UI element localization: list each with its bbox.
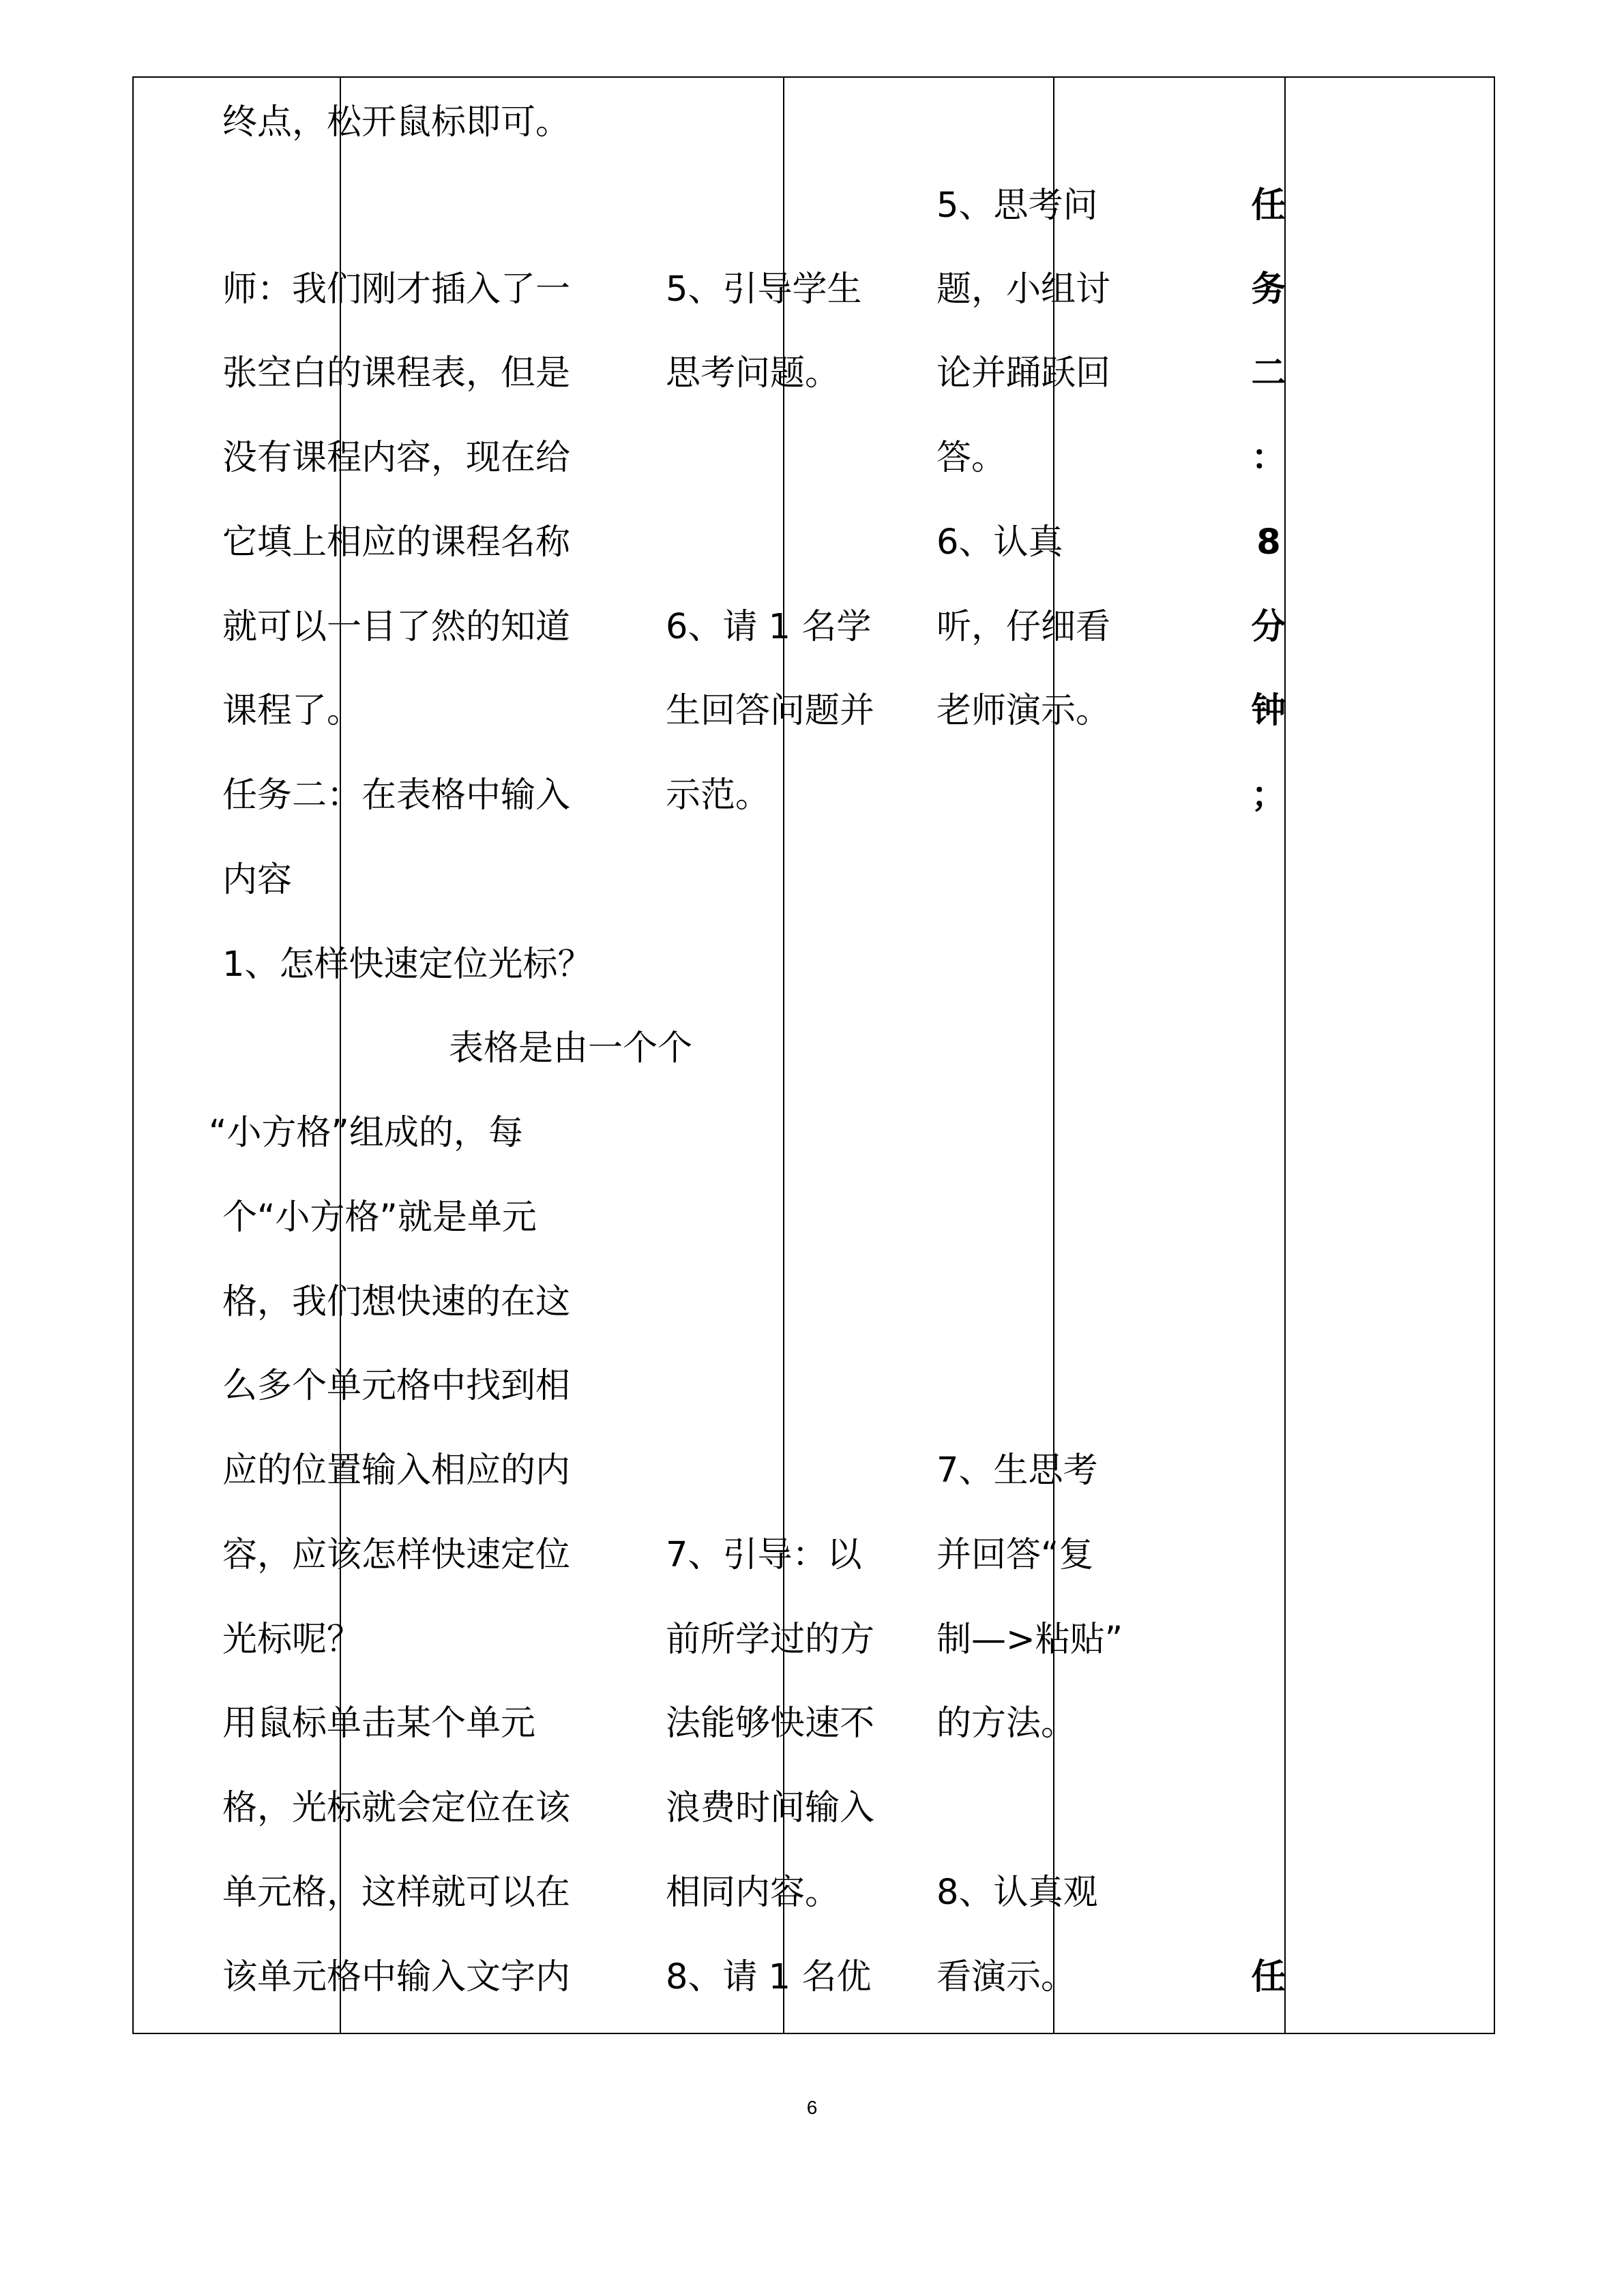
content-line: 格，光标就会定位在该: [222, 1788, 571, 1828]
teacher-activity-line: 前所学过的方: [666, 1620, 875, 1660]
student-activity-line: 的方法。: [936, 1703, 1076, 1744]
student-activity-line: 答。: [936, 438, 1007, 478]
content-line: 表格是由一个个: [449, 1028, 693, 1069]
content-line: “小方格”组成的，每: [209, 1113, 523, 1153]
student-activity-line: 6、认真: [936, 522, 1063, 563]
timing-char: 务: [1251, 269, 1286, 310]
content-line: 课程了。: [222, 691, 362, 731]
student-activity-line: 并回答“复: [936, 1535, 1094, 1575]
student-activity-line: 老师演示。: [936, 691, 1111, 731]
teacher-activity-line: 相同内容。: [666, 1873, 840, 1913]
content-line: 师：我们刚才插入了一: [222, 269, 571, 310]
teacher-activity-line: 思考问题。: [666, 353, 840, 393]
student-activity-line: 论并踊跃回: [936, 353, 1111, 393]
teacher-activity-line: 5、引导学生: [666, 269, 862, 310]
timing-char: ：: [1251, 438, 1286, 478]
teacher-activity-line: 生回答问题并: [666, 691, 875, 731]
content-line: 么多个单元格中找到相: [222, 1366, 571, 1406]
teacher-activity-line: 法能够快速不: [666, 1703, 875, 1744]
content-line: 没有课程内容，现在给: [222, 438, 571, 478]
student-activity-line: 8、认真观: [936, 1873, 1098, 1913]
teacher-activity-line: 6、请 1 名学: [666, 607, 872, 647]
content-line: 容，应该怎样快速定位: [222, 1535, 571, 1575]
content-line: 该单元格中输入文字内: [222, 1957, 571, 1997]
student-activity-line: 题，小组讨: [936, 269, 1111, 310]
content-line: 个“小方格”就是单元: [222, 1197, 537, 1238]
timing-char: 二: [1251, 353, 1286, 393]
timing-char: 任: [1251, 185, 1286, 226]
timing-char: ；: [1251, 775, 1286, 816]
timing-char: 分: [1251, 607, 1286, 647]
timing-char: 任: [1251, 1957, 1286, 1997]
content-line: 用鼠标单击某个单元: [222, 1703, 536, 1744]
student-activity-line: 5、思考问: [936, 185, 1098, 226]
content-line: 任务二：在表格中输入: [222, 775, 571, 816]
teacher-activity-line: 7、引导：以: [666, 1535, 862, 1575]
content-line: 张空白的课程表，但是: [222, 353, 571, 393]
teacher-activity-line: 浪费时间输入: [666, 1788, 875, 1828]
student-activity-line: 听，仔细看: [936, 607, 1111, 647]
teacher-activity-line: 示范。: [666, 775, 771, 816]
timing-char: 8: [1256, 522, 1281, 563]
content-line: 应的位置输入相应的内: [222, 1450, 571, 1491]
student-activity-line: 7、生思考: [936, 1450, 1098, 1491]
content-line: 格，我们想快速的在这: [222, 1282, 571, 1322]
content-line: 内容: [222, 860, 293, 900]
teacher-activity-line: 8、请 1 名优: [666, 1957, 872, 1997]
page-number: 6: [806, 2097, 818, 2118]
content-line: 就可以一目了然的知道: [222, 607, 571, 647]
student-activity-line: 看演示。: [936, 1957, 1076, 1997]
content-line: 1、怎样快速定位光标？: [222, 944, 593, 985]
content-line: 单元格，这样就可以在: [222, 1873, 571, 1913]
timing-char: 钟: [1251, 691, 1286, 731]
content-line: 它填上相应的课程名称: [222, 522, 571, 563]
student-activity-line: 制—>粘贴”: [936, 1620, 1123, 1660]
content-line: 光标呢？: [222, 1620, 362, 1660]
content-line: 终点，松开鼠标即可。: [222, 102, 571, 143]
